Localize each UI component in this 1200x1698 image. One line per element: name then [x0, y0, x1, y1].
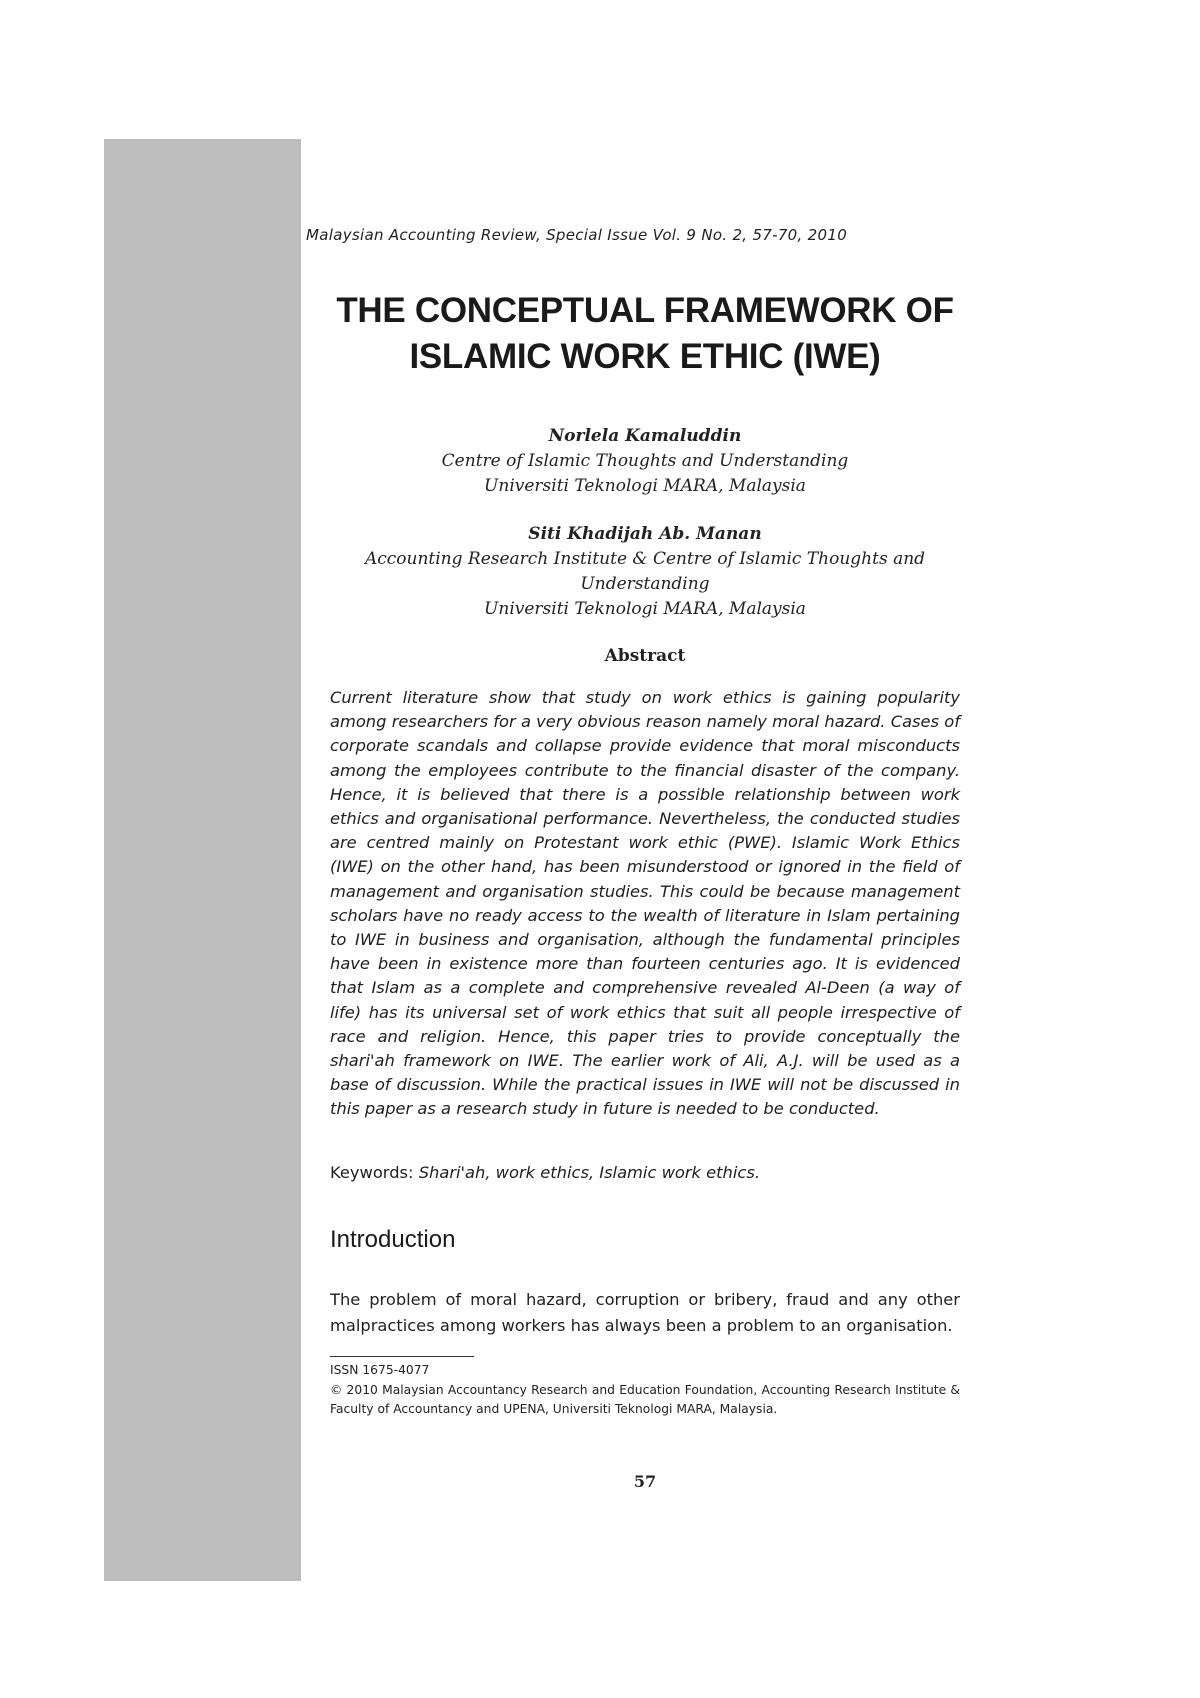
author-affiliation: Universiti Teknologi MARA, Malaysia: [484, 599, 806, 619]
page-number: 57: [633, 1472, 657, 1491]
keywords-label: Keywords:: [330, 1163, 414, 1182]
keywords: [330, 1163, 960, 1182]
footnote-divider: [330, 1356, 474, 1357]
author-affiliation: Centre of Islamic Thoughts and Understanding: [441, 451, 849, 471]
keywords-value: Shari'ah, work ethics, Islamic work ethics.: [418, 1163, 760, 1182]
author-affiliation: Universiti Teknologi MARA, Malaysia: [484, 476, 806, 496]
abstract-text: Current literature show that study on work ethics is gaining popularity among researchers for a very obvious reason namely moral hazard. Cases of corporate scandals and collapse provide evidence that moral misconducts among the employees contribute to the financial disaster of the company. Hence, it is believed that there is a possible relationship between work ethics and organisational performance. Nevertheless, the conducted studies are centred mainly on Protestant work ethic (PWE). Islamic Work Ethics (IWE) on the other hand, has been misunderstood or ignored in the field of management and organisation studies. This could be because management scholars have no ready access to the wealth of literature in Islam pertaining to IWE in business and organisation, although the fundamental principles have been in existence more than fourteen centuries ago. It is evidenced that Islam as a complete and comprehensive revealed Al-Deen (a way of life) has its universal set of work ethics that suit all people irrespective of race and religion. Hence, this paper tries to provide conceptually the shari'ah framework on IWE. The earlier work of Ali, A.J. will be used as a base of discussion. While the practical issues in IWE will not be discussed in this paper as a research study in future is needed to be conducted.: [330, 688, 960, 1119]
paper-title: [330, 288, 960, 380]
author-name: Siti Khadijah Ab. Manan: [528, 524, 762, 544]
author-block-1: [330, 424, 960, 499]
title-line-2: ISLAMIC WORK ETHIC (IWE): [409, 337, 881, 376]
title-line-1: THE CONCEPTUAL FRAMEWORK OF: [336, 291, 954, 330]
footnote: [330, 1361, 960, 1420]
author-affiliation: Accounting Research Institute & Centre of Islamic Thoughts and: [364, 549, 926, 569]
journal-reference: Malaysian Accounting Review, Special Issue Vol. 9 No. 2, 57-70, 2010: [306, 226, 848, 244]
author-affiliation: Understanding: [580, 574, 710, 594]
introduction-text: The problem of moral hazard, corruption or bribery, fraud and any other malpractices among workers has always been a problem to an organisation.: [330, 1290, 960, 1335]
abstract-heading: Abstract: [604, 646, 686, 666]
author-block-2: [330, 522, 960, 622]
footnote-issn: ISSN 1675-4077: [330, 1363, 430, 1377]
author-name: Norlela Kamaluddin: [548, 426, 742, 446]
section-heading-introduction: Introduction: [330, 1226, 456, 1253]
footnote-copyright: © 2010 Malaysian Accountancy Research and Education Foundation, Accounting Research Institute & Faculty of Accountancy and UPENA, Universiti Teknologi MARA, Malaysia.: [330, 1382, 960, 1416]
gray-margin-band: [104, 139, 301, 1581]
